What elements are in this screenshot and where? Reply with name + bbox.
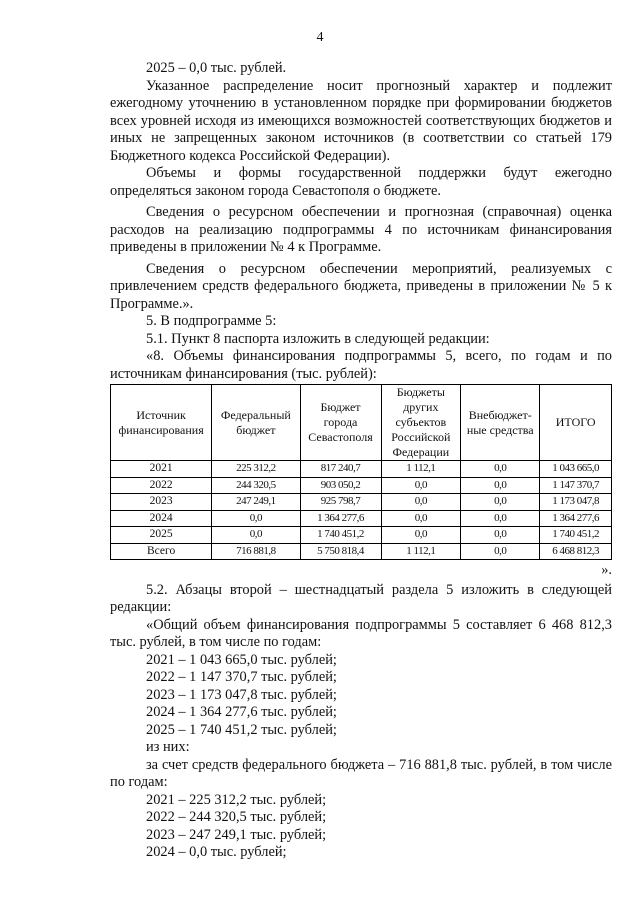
table-cell: 0,0 [461, 543, 540, 560]
paragraphs-after-table [110, 582, 612, 862]
table-cell: Всего [111, 543, 212, 560]
table-body [111, 461, 612, 560]
paragraph: из них: [146, 739, 190, 755]
table-cell: 0,0 [381, 494, 461, 511]
table-cell: 1 112,1 [381, 461, 461, 478]
paragraph: 2022 – 1 147 370,7 тыс. рублей; [146, 669, 337, 685]
table-cell: 1 740 451,2 [540, 527, 612, 544]
table-cell: 1 364 277,6 [540, 510, 612, 527]
paragraph: 2025 – 1 740 451,2 тыс. рублей; [146, 721, 337, 738]
paragraph: 5. В подпрограмме 5: [146, 313, 277, 329]
table-cell: 817 240,7 [300, 461, 381, 478]
table-cell: 1 740 451,2 [300, 527, 381, 544]
table-cell: 2023 [111, 494, 212, 511]
financing-table [110, 384, 612, 560]
table-cell: 0,0 [381, 527, 461, 544]
table-cell: 1 043 665,0 [540, 461, 612, 478]
table-cell: 2024 [111, 510, 212, 527]
table-header-cell: ИТОГО [540, 385, 612, 461]
paragraph: 2024 – 0,0 тыс. рублей; [146, 844, 287, 860]
table-cell: 2021 [111, 461, 212, 478]
table-cell: 0,0 [461, 494, 540, 511]
table-cell: 225 312,2 [212, 461, 300, 478]
table-row [111, 527, 612, 544]
table-header-cell: Федеральный бюджет [212, 385, 300, 461]
paragraph: «Общий объем финансирования подпрограммы 5 составляет 6 468 812,3 тыс. рублей, в том числе по годам: [110, 616, 612, 650]
table-cell: 925 798,7 [300, 494, 381, 511]
table-cell: 0,0 [212, 510, 300, 527]
table-cell: 0,0 [381, 510, 461, 527]
table-cell: 1 112,1 [381, 543, 461, 560]
table-cell: 2022 [111, 477, 212, 494]
table-row [111, 477, 612, 494]
paragraph: 2022 – 244 320,5 тыс. рублей; [146, 809, 327, 825]
table-row [111, 461, 612, 478]
paragraph: 2021 – 1 043 665,0 тыс. рублей; [146, 651, 337, 668]
table-cell: 1 173 047,8 [540, 494, 612, 511]
paragraph: Сведения о ресурсном обеспечении мероприятий, реализуемых с привлечением средств федерального бюджета, приведены в приложении № 5 к Программе.». [110, 260, 612, 312]
paragraph: 2025 – 0,0 тыс. рублей. [146, 60, 287, 76]
table-cell: 1 364 277,6 [300, 510, 381, 527]
paragraph: 2021 – 225 312,2 тыс. рублей; [146, 791, 327, 808]
paragraph: 2023 – 1 173 047,8 тыс. рублей; [146, 686, 337, 703]
paragraph: 2023 – 247 249,1 тыс. рублей; [146, 826, 327, 843]
table-cell: 0,0 [461, 477, 540, 494]
table-header-cell: Источник финансирования [111, 385, 212, 461]
table-cell: 1 147 370,7 [540, 477, 612, 494]
table-cell: 5 750 818,4 [300, 543, 381, 560]
paragraph: 2024 – 1 364 277,6 тыс. рублей; [146, 704, 337, 720]
document-body [110, 60, 612, 862]
paragraph: 5.1. Пункт 8 паспорта изложить в следующей редакции: [146, 330, 490, 347]
table-header-cell: Бюджет города Севастополя [300, 385, 381, 461]
table-header-row [111, 385, 612, 461]
paragraphs-before-table [110, 60, 612, 383]
page-number: 4 [316, 30, 324, 45]
paragraph: Указанное распределение носит прогнозный характер и подлежит ежегодному уточнению в установленном порядке при формировании бюджетов всех уровней исходя из имеющихся возможностей соответствующих бюджетов и иных не запрещенных законом источников (в соответствии со статьей 179 Бюджетного кодекса Российской Федерации). [110, 77, 612, 164]
table-cell: 0,0 [461, 527, 540, 544]
table-cell: 244 320,5 [212, 477, 300, 494]
table-cell: 716 881,8 [212, 543, 300, 560]
table-cell: 247 249,1 [212, 494, 300, 511]
table-cell: 0,0 [212, 527, 300, 544]
table-row [111, 543, 612, 560]
table-header-cell: Внебюджет-ные средства [461, 385, 540, 461]
table-cell: 0,0 [461, 461, 540, 478]
table-cell: 0,0 [381, 477, 461, 494]
paragraph: «8. Объемы финансирования подпрограммы 5, всего, по годам и по источникам финансирования (тыс. рублей): [110, 348, 612, 382]
paragraph: за счет средств федерального бюджета – 716 881,8 тыс. рублей, в том числе по годам: [110, 756, 612, 790]
table-header-cell: Бюджеты других субъектов Российской Федерации [381, 385, 461, 461]
table-cell: 2025 [111, 527, 212, 544]
paragraph: 5.2. Абзацы второй – шестнадцатый раздела 5 изложить в следующей редакции: [110, 581, 612, 615]
table-cell: 6 468 812,3 [540, 543, 612, 560]
table-row [111, 494, 612, 511]
table-row [111, 510, 612, 527]
table-cell: 903 050,2 [300, 477, 381, 494]
paragraph: Объемы и формы государственной поддержки будут ежегодно определяться законом города Севастополя о бюджете. [110, 165, 612, 199]
table-closing-quote: ». [601, 562, 612, 578]
paragraph: Сведения о ресурсном обеспечении и прогнозная (справочная) оценка расходов на реализацию подпрограммы 4 по источникам финансирования приведены в приложении № 4 к Программе. [110, 204, 612, 255]
table-cell: 0,0 [461, 510, 540, 527]
